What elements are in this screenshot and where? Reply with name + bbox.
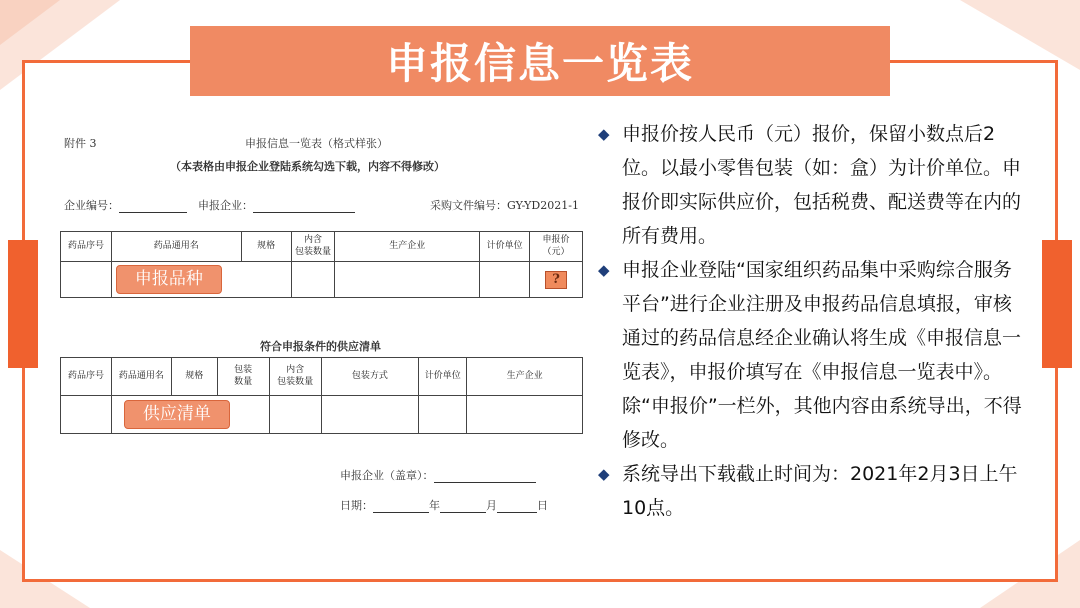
table-row	[61, 396, 583, 434]
document-subtitle: （本表格由申报企业登陆系统勾选下载，内容不得修改）	[170, 160, 445, 173]
title-banner	[190, 26, 890, 96]
company-seal-label: 申报企业（盖章）：	[340, 469, 434, 482]
left-accent-bar	[8, 240, 38, 368]
supply-list-header	[61, 358, 583, 396]
right-accent-bar	[1042, 240, 1072, 368]
procurement-number: 采购文件编号：GY-YD2021-1	[430, 199, 579, 212]
declaration-table-header	[61, 232, 583, 262]
slide-title: 申报信息一览表	[385, 39, 694, 88]
note-item	[598, 457, 1028, 525]
table-row	[61, 262, 583, 298]
company-code-label: 企业编号：	[64, 199, 119, 212]
header-cell: 生产企业	[335, 232, 480, 262]
declaration-table	[60, 231, 583, 298]
header-cell: 包装 数量	[217, 358, 269, 396]
declared-variety-tag: 申报品种	[116, 265, 222, 294]
header-cell: 药品序号	[61, 232, 112, 262]
annex-label: 附件 3	[64, 137, 97, 150]
diamond-icon: ◆	[598, 125, 610, 143]
company-code-field	[64, 197, 187, 213]
company-label: 申报企业：	[198, 199, 253, 212]
year-label: 年	[429, 499, 440, 512]
price-question-mark: ?	[545, 271, 567, 289]
header-cell: 药品通用名	[111, 232, 241, 262]
header-cell: 内含 包装数量	[291, 232, 335, 262]
note-text: 申报企业登陆“国家组织药品集中采购综合服务平台”进行企业注册及申报药品信息填报，审核通过的药品信息经企业确认将生成《申报信息一览表》，申报价填写在《申报信息一览表中》。除“申报价”一栏外，其他内容由系统导出，不得修改。	[622, 259, 1022, 451]
notes-list	[598, 117, 1028, 525]
company-seal-field	[340, 467, 536, 483]
form-sample	[60, 125, 585, 525]
note-item	[598, 117, 1028, 253]
supply-list-tag: 供应清单	[124, 400, 230, 429]
document-title: 申报信息一览表（格式样张）	[245, 137, 388, 150]
note-item	[598, 253, 1028, 457]
supply-list-table	[60, 357, 583, 434]
date-label: 日期：	[340, 499, 373, 512]
header-cell: 包装方式	[321, 358, 419, 396]
header-cell: 申报价 （元）	[530, 232, 583, 262]
date-field	[340, 497, 548, 513]
company-field	[198, 197, 355, 213]
header-cell: 内含 包装数量	[269, 358, 321, 396]
header-cell: 药品通用名	[111, 358, 171, 396]
header-cell: 规格	[241, 232, 291, 262]
header-cell: 计价单位	[480, 232, 530, 262]
note-text: 申报价按人民币（元）报价，保留小数点后2位。以最小零售包装（如：盒）为计价单位。申报价即实际供应价，包括税费、配送费等在内的所有费用。	[622, 123, 1022, 247]
supply-list-title: 符合申报条件的供应清单	[260, 340, 381, 353]
diamond-icon: ◆	[598, 465, 610, 483]
month-label: 月	[486, 499, 497, 512]
day-label: 日	[537, 499, 548, 512]
header-cell: 计价单位	[419, 358, 467, 396]
note-text: 系统导出下载截止时间为：2021年2月3日上午10点。	[622, 463, 1018, 519]
diamond-icon: ◆	[598, 261, 610, 279]
header-cell: 规格	[171, 358, 217, 396]
header-cell: 药品序号	[61, 358, 112, 396]
header-cell: 生产企业	[467, 358, 583, 396]
